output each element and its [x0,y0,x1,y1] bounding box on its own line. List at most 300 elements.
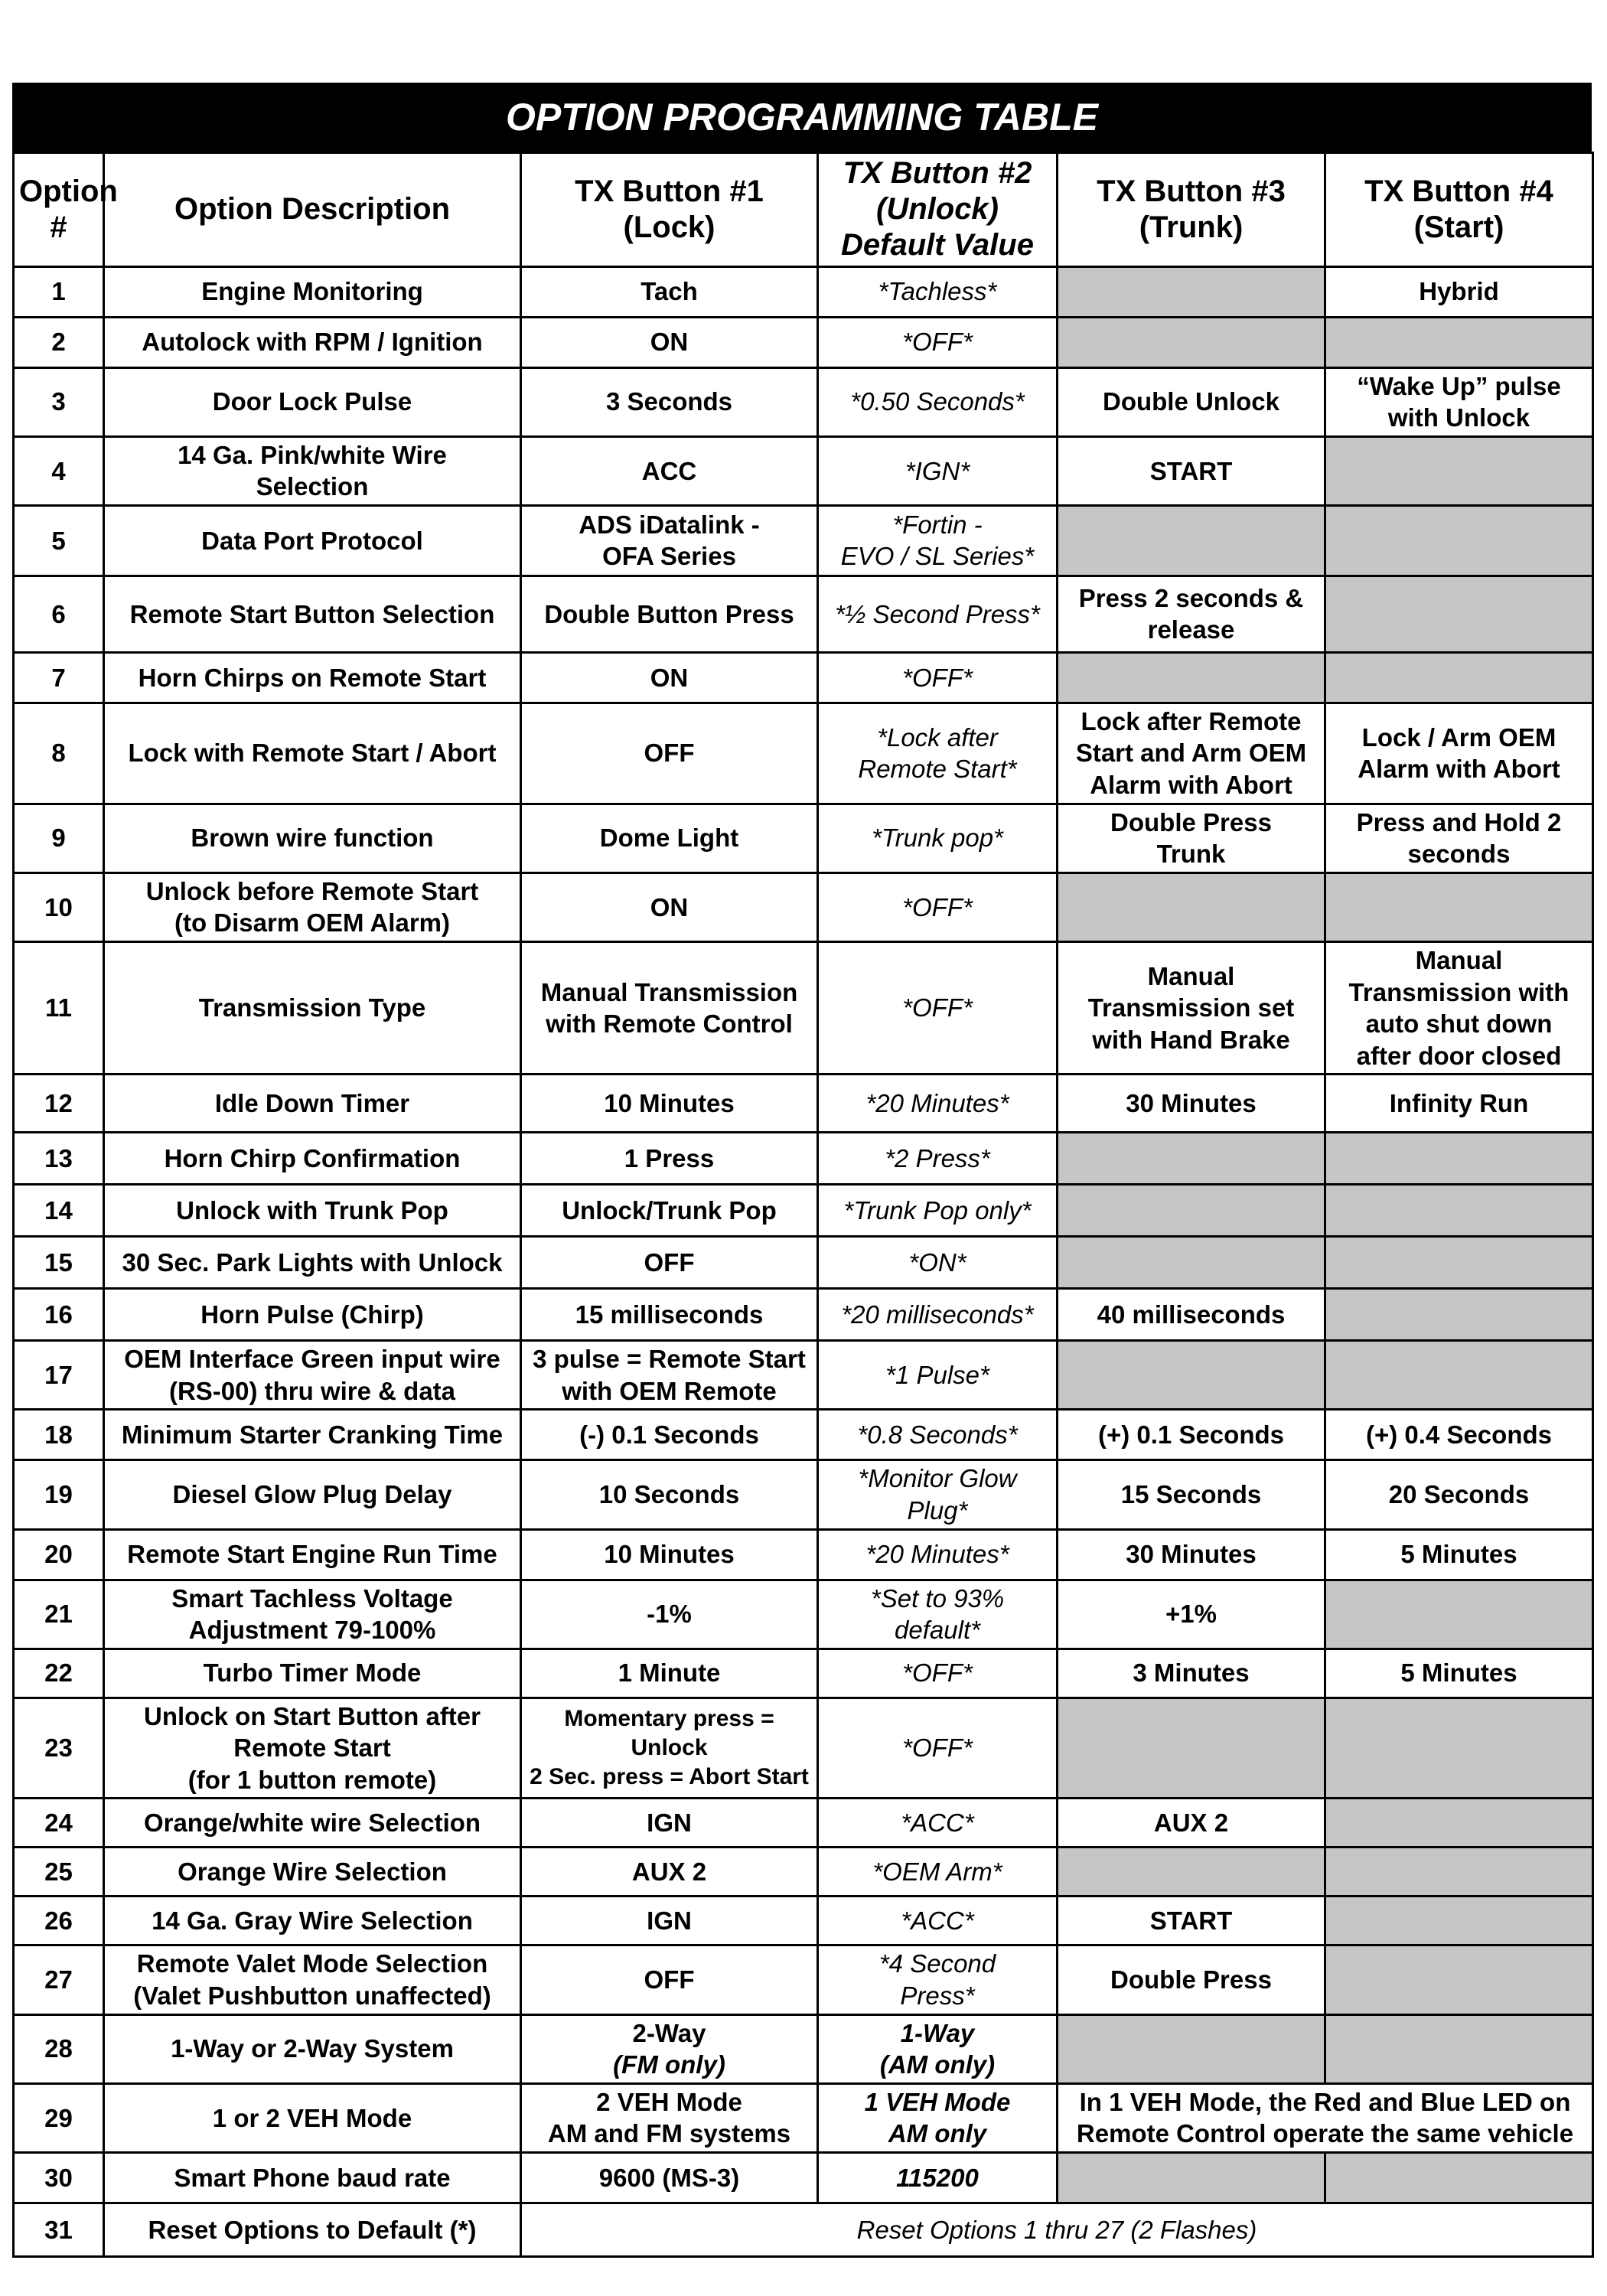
option-number: 1 [14,266,104,317]
cell-line: (Lock) [623,210,715,244]
cell-line: Adjustment 79-100% [188,1616,436,1645]
cell-line: TX Button #3 [1097,174,1286,208]
option-number: 5 [14,505,104,576]
option-description [104,1896,521,1945]
option-description [104,1075,521,1133]
tx3-value [1058,941,1325,1074]
table-row [14,1529,1593,1580]
cell-line: 1 VEH Mode [864,2087,1011,2116]
tx2-default-value [818,576,1058,652]
cell-line: (RS-00) thru wire & data [168,1376,456,1405]
cell-line: Manual [1147,961,1235,990]
cell-line: Option Description [174,192,450,227]
table-row [14,2014,1593,2083]
cell-line: (Valet Pushbutton unaffected) [133,1981,491,2011]
tx3-unused-cell [1058,505,1325,576]
cell-line: Lock with Remote Start / Abort [128,739,497,768]
tx3-value [1058,1649,1325,1698]
tx4-value [1325,703,1593,804]
cell-line: Infinity Run [1389,1088,1529,1117]
vehicle-mode-note [1058,2083,1593,2152]
table-row [14,1237,1593,1289]
cell-line: *Fortin - [892,510,983,539]
cell-line: (Unlock) [876,192,999,227]
cell-line: (+) 0.1 Seconds [1097,1420,1284,1450]
cell-line: Start and Arm OEM [1075,739,1307,768]
tx4-value [1325,266,1593,317]
table-row [14,1896,1593,1945]
tx2-default-value [818,1341,1058,1410]
tx1-value [521,1799,818,1848]
cell-line: Unlock [631,1735,708,1761]
option-number: 12 [14,1075,104,1133]
tx4-value [1325,1529,1593,1580]
tx2-default-value [818,2083,1058,2152]
option-number: 20 [14,1529,104,1580]
tx3-value [1058,804,1325,872]
option-description [104,1460,521,1529]
cell-line: *2 Press* [885,1143,990,1172]
tx3-value [1058,1799,1325,1848]
cell-line: AUX 2 [631,1857,707,1887]
tx2-default-value [818,1580,1058,1649]
tx3-unused-cell [1058,872,1325,941]
cell-line: Double Unlock [1102,387,1280,416]
cell-line: 1-Way or 2-Way System [171,2034,454,2063]
cell-line: Orange Wire Selection [178,1857,447,1887]
cell-line: OFF [644,739,695,768]
table-row [14,804,1593,872]
table-row [14,1799,1593,1848]
tx3-value [1058,1529,1325,1580]
option-number: 10 [14,872,104,941]
cell-line: 14 Ga. Pink/white Wire [178,440,447,469]
cell-line: (-) 0.1 Seconds [579,1420,759,1450]
tx4-unused-cell [1325,1580,1593,1649]
option-description [104,1133,521,1185]
tx2-default-value [818,266,1058,317]
cell-line: Unlock with Trunk Pop [176,1195,448,1225]
tx4-unused-cell [1325,317,1593,367]
cell-line: 30 Sec. Park Lights with Unlock [122,1247,503,1277]
cell-line: Remote Start Engine Run Time [127,1540,497,1569]
cell-line: Dome Light [599,823,739,853]
table-row [14,317,1593,367]
table-row [14,2152,1593,2203]
option-number: 16 [14,1289,104,1341]
option-description [104,505,521,576]
option-description [104,1580,521,1649]
cell-line: *OFF* [902,1658,973,1688]
tx1-value [521,1529,818,1580]
cell-line: Horn Chirps on Remote Start [138,663,487,692]
table-row [14,703,1593,804]
table-row [14,2083,1593,2152]
option-number: 18 [14,1410,104,1460]
tx1-value [521,436,818,505]
table-row [14,1649,1593,1698]
cell-line: *Monitor Glow [858,1464,1017,1493]
cell-line: *20 milliseconds* [841,1300,1034,1329]
option-description [104,703,521,804]
option-number: 6 [14,576,104,652]
cell-line: Default Value [841,228,1034,263]
cell-line: *Trunk Pop only* [843,1195,1032,1225]
tx3-unused-cell [1058,1185,1325,1237]
tx2-default-value [818,505,1058,576]
tx4-value [1325,1649,1593,1698]
option-programming-sheet [12,83,1592,2258]
cell-line: 10 Minutes [604,1540,735,1569]
tx1-value [521,1410,818,1460]
cell-line: Horn Chirp Confirmation [164,1143,461,1172]
cell-line: +1% [1165,1600,1217,1629]
cell-line: *20 Minutes* [865,1088,1009,1117]
option-number: 28 [14,2014,104,2083]
tx4-unused-cell [1325,1848,1593,1896]
option-number: 7 [14,652,104,703]
cell-line: *IGN* [905,456,970,485]
tx3-value [1058,1945,1325,2014]
header-tx2 [818,153,1058,267]
cell-line: Option # [19,174,118,244]
tx2-default-value [818,1185,1058,1237]
tx1-value [521,1580,818,1649]
tx3-unused-cell [1058,2152,1325,2203]
cell-line: with Unlock [1387,403,1530,432]
tx2-default-value [818,1289,1058,1341]
tx2-default-value [818,652,1058,703]
option-description [104,367,521,436]
cell-line: 3 Minutes [1133,1658,1250,1688]
tx1-value [521,317,818,367]
cell-line: 15 Seconds [1120,1480,1262,1509]
cell-line: AM only [888,2119,987,2148]
cell-line: Smart Phone baud rate [174,2163,451,2192]
tx1-value [521,941,818,1074]
cell-line: OFA Series [602,542,736,571]
tx3-value [1058,1580,1325,1649]
tx1-value [521,872,818,941]
option-description [104,2014,521,2083]
table-row [14,1133,1593,1185]
tx1-value [521,1237,818,1289]
cell-line: (AM only) [879,2050,996,2079]
tx3-value [1058,1410,1325,1460]
table-row [14,1410,1593,1460]
cell-line: 2-Way [632,2018,706,2047]
table-row [14,872,1593,941]
tx1-value [521,1698,818,1799]
tx1-value [521,804,818,872]
option-number: 13 [14,1133,104,1185]
cell-line: 9600 (MS-3) [598,2163,740,2192]
tx1-value [521,2152,818,2203]
cell-line: 40 milliseconds [1097,1300,1286,1329]
tx1-value [521,505,818,576]
cell-line: IGN [647,1906,692,1936]
cell-line: *OFF* [902,663,973,692]
cell-line: 1-Way [900,2018,975,2047]
cell-line: Remote Start* [858,755,1017,784]
cell-line: Double Press [1110,807,1272,837]
table-row [14,1460,1593,1529]
option-number: 19 [14,1460,104,1529]
cell-line: *OFF* [902,1733,973,1763]
cell-line: Double Button Press [544,599,794,628]
tx1-value [521,1945,818,2014]
tx2-default-value [818,317,1058,367]
cell-line: 2 Sec. press = Abort Start [530,1763,809,1789]
tx4-value [1325,1410,1593,1460]
tx1-value [521,1460,818,1529]
tx3-unused-cell [1058,317,1325,367]
tx2-default-value [818,1529,1058,1580]
tx3-value [1058,1460,1325,1529]
cell-line: AUX 2 [1153,1808,1229,1838]
tx2-default-value [818,1133,1058,1185]
tx1-value [521,703,818,804]
tx1-value [521,2014,818,2083]
header-row [14,153,1593,267]
cell-line: *OFF* [902,993,973,1022]
table-row [14,436,1593,505]
tx4-unused-cell [1325,576,1593,652]
cell-line: Tach [641,277,698,306]
tx2-default-value [818,872,1058,941]
tx4-unused-cell [1325,505,1593,576]
option-description [104,1945,521,2014]
tx1-value [521,1185,818,1237]
cell-line: In 1 VEH Mode, the Red and Blue LED on [1079,2087,1571,2116]
cell-line: seconds [1407,840,1511,869]
option-description [104,652,521,703]
option-number: 25 [14,1848,104,1896]
tx2-default-value [818,1799,1058,1848]
option-number: 3 [14,367,104,436]
tx2-default-value [818,2152,1058,2203]
cell-line: Data Port Protocol [201,526,423,555]
tx2-default-value [818,1848,1058,1896]
header-tx4 [1325,153,1593,267]
option-number: 26 [14,1896,104,1945]
cell-line: Idle Down Timer [214,1088,410,1117]
option-number: 21 [14,1580,104,1649]
cell-line: *20 Minutes* [865,1540,1009,1569]
table-row [14,1945,1593,2014]
cell-line: ON [650,663,689,692]
cell-line: *Tachless* [878,277,997,306]
cell-line: 3 Seconds [605,387,733,416]
cell-line: 1 Minute [618,1658,721,1688]
tx4-unused-cell [1325,872,1593,941]
option-description [104,1289,521,1341]
cell-line: Diesel Glow Plug Delay [172,1480,452,1509]
option-description [104,1848,521,1896]
cell-line: AM and FM systems [547,2119,791,2148]
cell-line: Alarm with Abort [1358,755,1560,784]
tx3-unused-cell [1058,1237,1325,1289]
cell-line: 5 Minutes [1400,1540,1517,1569]
cell-line: OFF [644,1965,695,1994]
cell-line: 5 Minutes [1400,1658,1517,1688]
cell-line: OEM Interface Green input wire [124,1345,500,1374]
tx4-unused-cell [1325,1185,1593,1237]
cell-line: ON [650,892,689,921]
option-number: 27 [14,1945,104,2014]
cell-line: Brown wire function [191,823,434,853]
tx4-unused-cell [1325,652,1593,703]
cell-line: Autolock with RPM / Ignition [142,328,483,357]
tx1-value [521,2083,818,2152]
cell-line: *4 Second [878,1949,996,1978]
header-option-desc [104,153,521,267]
option-description [104,1410,521,1460]
table-row [14,576,1593,652]
option-description [104,266,521,317]
option-number: 15 [14,1237,104,1289]
tx4-unused-cell [1325,1289,1593,1341]
cell-line: TX Button #4 [1364,174,1553,208]
cell-line: Orange/white wire Selection [143,1808,481,1838]
tx2-default-value [818,941,1058,1074]
cell-line: auto shut down [1365,1009,1553,1039]
tx1-value [521,1848,818,1896]
tx1-value [521,1896,818,1945]
tx4-unused-cell [1325,1341,1593,1410]
cell-line: *0.50 Seconds* [850,387,1025,416]
option-description [104,2203,521,2256]
cell-line: Trunk [1156,840,1226,869]
tx4-unused-cell [1325,1698,1593,1799]
cell-line: EVO / SL Series* [840,542,1035,571]
tx2-default-value [818,703,1058,804]
cell-line: Door Lock Pulse [212,387,412,416]
cell-line: *Trunk pop* [872,823,1003,853]
cell-line: Momentary press = [564,1706,774,1732]
cell-line: with Remote Control [546,1009,793,1039]
tx2-default-value [818,1075,1058,1133]
header-tx1 [521,153,818,267]
cell-line: TX Button #2 [843,156,1032,190]
cell-line: *ACC* [901,1906,974,1936]
tx4-value [1325,804,1593,872]
tx1-value [521,576,818,652]
cell-line: *OFF* [902,892,973,921]
cell-line: Lock after Remote [1081,706,1302,735]
tx4-unused-cell [1325,2014,1593,2083]
tx4-unused-cell [1325,1896,1593,1945]
cell-line: Hybrid [1419,277,1499,306]
option-number: 30 [14,2152,104,2203]
cell-line: 14 Ga. Gray Wire Selection [152,1906,473,1936]
cell-line: Engine Monitoring [201,277,423,306]
cell-line: START [1149,1906,1233,1936]
cell-line: *ON* [908,1247,966,1277]
cell-line: 30 Minutes [1126,1088,1257,1117]
cell-line: 10 Seconds [598,1480,740,1509]
tx2-default-value [818,804,1058,872]
cell-line: (+) 0.4 Seconds [1365,1420,1552,1450]
tx2-default-value [818,1460,1058,1529]
cell-line: *OEM Arm* [872,1857,1002,1887]
cell-line: Press* [900,1981,975,2011]
option-description [104,1341,521,1410]
tx3-unused-cell [1058,1133,1325,1185]
option-number: 9 [14,804,104,872]
cell-line: 115200 [896,2163,979,2192]
cell-line: *½ Second Press* [835,599,1040,628]
tx4-unused-cell [1325,1237,1593,1289]
cell-line: Lock / Arm OEM [1361,722,1556,752]
option-table [12,152,1594,2258]
tx3-unused-cell [1058,266,1325,317]
tx3-unused-cell [1058,1848,1325,1896]
option-description [104,872,521,941]
header-option-num [14,153,118,267]
cell-line: Selection [256,472,369,501]
tx4-value [1325,367,1593,436]
option-description [104,1649,521,1698]
cell-line: Plug* [907,1495,968,1525]
cell-line: ADS iDatalink - [579,510,760,539]
option-description [104,1529,521,1580]
option-description [104,1237,521,1289]
option-description [104,576,521,652]
tx2-default-value [818,367,1058,436]
cell-line: -1% [647,1600,692,1629]
tx3-unused-cell [1058,1341,1325,1410]
cell-line: 10 Minutes [604,1088,735,1117]
cell-line: Unlock on Start Button after [143,1701,481,1730]
tx1-value [521,1075,818,1133]
option-description [104,941,521,1074]
table-row [14,266,1593,317]
tx1-value [521,1649,818,1698]
tx1-value [521,266,818,317]
cell-line: TX Button #1 [575,174,764,208]
tx3-value [1058,576,1325,652]
cell-line: IGN [647,1808,692,1838]
cell-line: 1 or 2 VEH Mode [212,2103,412,2132]
table-row [14,1698,1593,1799]
cell-line: 3 pulse = Remote Start [533,1345,806,1374]
option-description [104,1698,521,1799]
tx3-value [1058,703,1325,804]
cell-line: (Trunk) [1139,210,1244,244]
cell-line: Transmission set [1087,993,1295,1022]
option-number: 4 [14,436,104,505]
tx1-value [521,652,818,703]
tx3-unused-cell [1058,652,1325,703]
option-number: 14 [14,1185,104,1237]
tx4-value [1325,1075,1593,1133]
tx3-unused-cell [1058,1698,1325,1799]
tx2-default-value [818,2014,1058,2083]
option-description [104,436,521,505]
option-description [104,1799,521,1848]
tx3-value [1058,1896,1325,1945]
cell-line: (to Disarm OEM Alarm) [174,908,450,938]
tx1-value [521,1133,818,1185]
tx2-default-value [818,436,1058,505]
cell-line: Alarm with Abort [1090,771,1292,800]
cell-line: 1 Press [624,1143,715,1172]
tx2-default-value [818,1945,1058,2014]
tx1-value [521,1289,818,1341]
cell-line: Press and Hold 2 [1356,807,1562,837]
cell-line: 2 VEH Mode [596,2087,742,2116]
